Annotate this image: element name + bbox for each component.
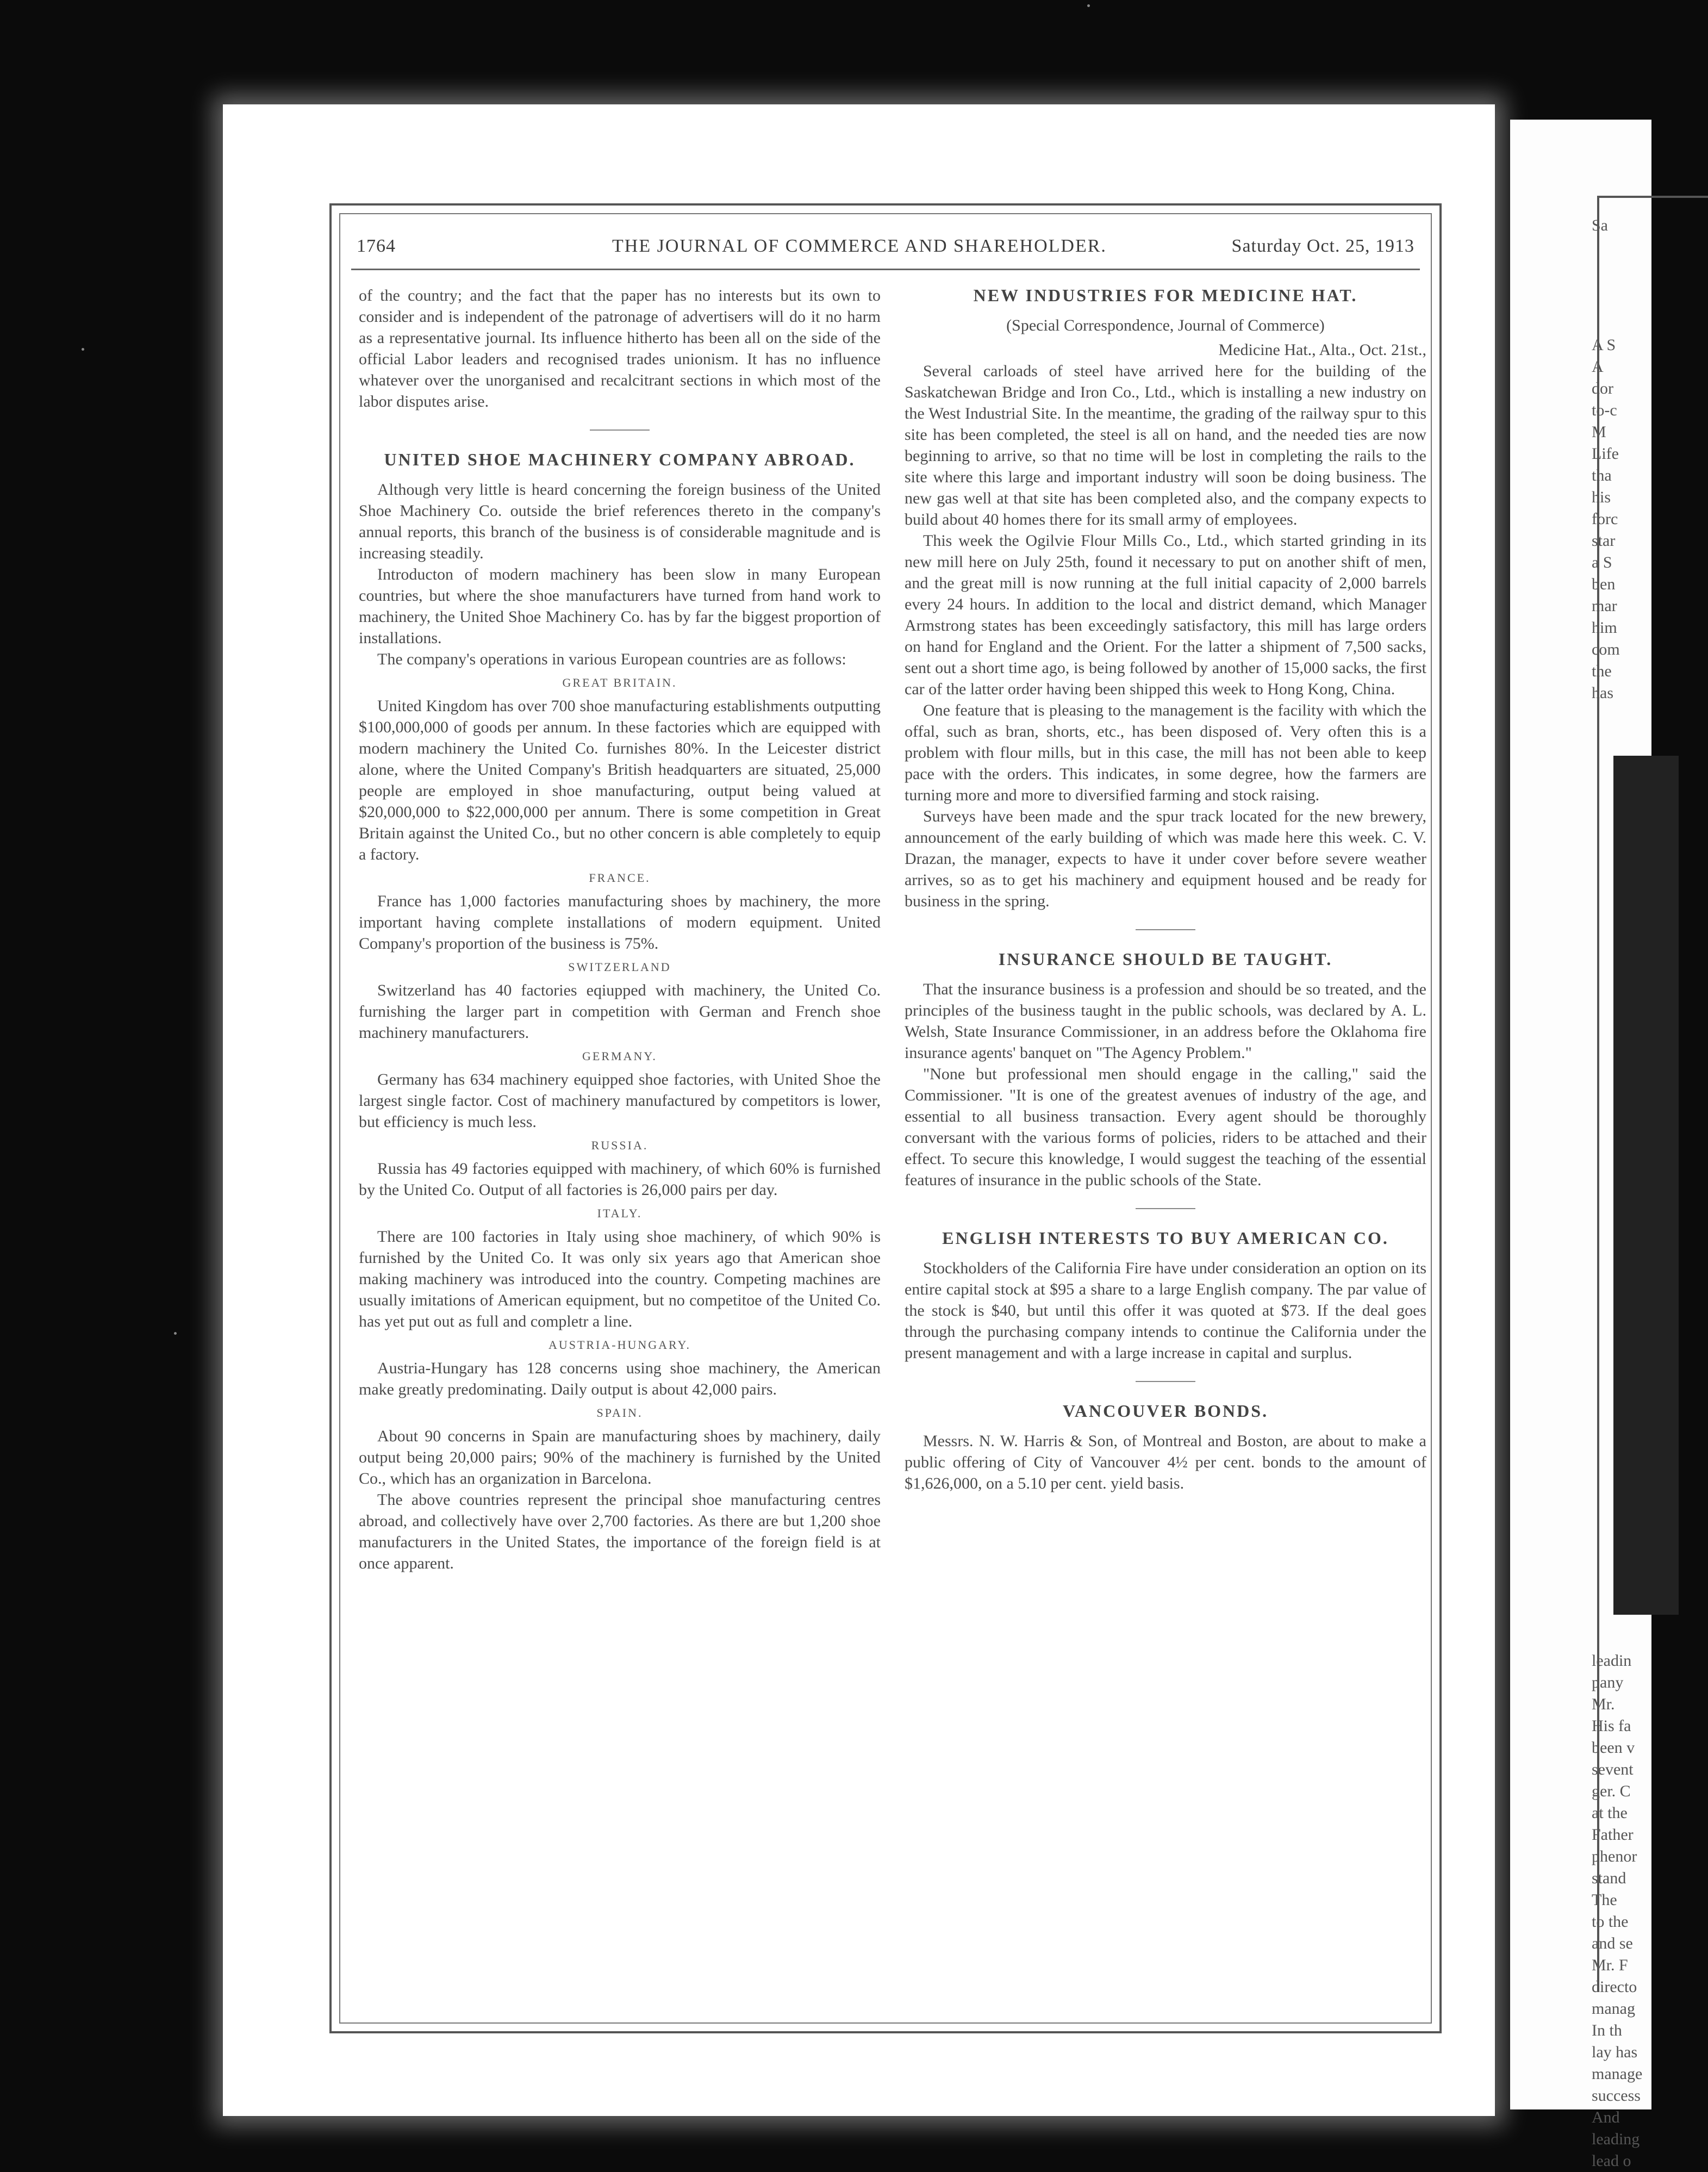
adjacent-page-text-fragment: success [1592,2087,1641,2105]
adjacent-page-text-fragment: tha [1592,466,1612,484]
section-text: Switzerland has 40 factories eqiupped with machinery, the United Co. furnishing the larger part in competition with German and French shoe machinery manufacturers. [359,981,881,1042]
article-paragraph: The company's operations in various European countries are as follows: [377,650,846,668]
adjacent-page-text-fragment: Sa [1592,216,1608,234]
page-header [357,236,1414,269]
article-closing: The above countries represent the principal shoe manufacturing centres abroad, and collectively have over 2,700 factories. As there are but 1,200 shoe manufacturers in the United States, the importance of the foreign field is at once apparent. [359,1491,881,1572]
adjacent-page-text-fragment: lead o [1592,2152,1631,2170]
vancouver-headline: VANCOUVER BONDS. [1062,1401,1269,1421]
adjacent-page-text-fragment: In th [1592,2021,1622,2039]
adjacent-page-text-fragment: directo [1592,1978,1637,1996]
adjacent-page-text-fragment: a S [1592,553,1612,571]
adjacent-page-text-fragment: leading [1592,2130,1640,2148]
article-headline: UNITED SHOE MACHINERY COMPANY ABROAD. [384,450,856,469]
adjacent-page-text-fragment: And [1592,2108,1620,2126]
adjacent-page-photo [1613,756,1679,1615]
adjacent-page-text-fragment: Life [1592,445,1619,463]
dateline: Medicine Hat., Alta., Oct. 21st., [1218,341,1426,359]
adjacent-page-text-fragment: A S [1592,336,1616,354]
adjacent-page-edge [1510,120,1651,2170]
adjacent-page-text-fragment: Father [1592,1826,1634,1844]
adjacent-page-text-fragment: phenor [1592,1847,1637,1865]
adjacent-page-text-fragment: sevent [1592,1760,1634,1778]
adjacent-page-text-fragment: and se [1592,1934,1633,1952]
adjacent-page-text-fragment: to-c [1592,401,1617,419]
issue-date: Saturday Oct. 25, 1913 [1231,236,1414,256]
adjacent-page-text-fragment: mar [1592,597,1617,615]
section-heading-italy: ITALY. [597,1206,643,1220]
adjacent-page-text-fragment: to the [1592,1913,1629,1931]
adjacent-page-text-fragment: manag [1592,2000,1635,2018]
adjacent-page-text-fragment: him [1592,619,1617,637]
adjacent-page-text-fragment: the [1592,662,1612,680]
adjacent-page-text-fragment: manage [1592,2065,1643,2083]
medicine-hat-headline: NEW INDUSTRIES FOR MEDICINE HAT. [973,285,1358,305]
adjacent-page-text-fragment: lay has [1592,2043,1638,2061]
section-heading-great-britain: GREAT BRITAIN. [562,676,677,689]
english-interests-headline: ENGLISH INTERESTS TO BUY AMERICAN CO. [942,1228,1389,1248]
scan-speck [1087,4,1090,7]
article-paragraph: Several carloads of steel have arrived here for the building of the Saskatchewan Bridge and Iron Co., Ltd., which is installing a new industry on the West Industrial Site. In the meantime, the grading of the railway spur to this site has been completed, the steel is all on hand, and the needed ties are now beginning to arrive, so that no time will be lost in completing the rails to the site where this large and important industry will soon be doing business. The new gas well at that site has been completed also, and the company expects to build about 40 homes there for its small army of employees. [905,362,1426,528]
section-text: Germany has 634 machinery equipped shoe factories, with United Shoe the largest single factor. Cost of machinery manufactured by competitors is lower, but efficiency is much less. [359,1071,881,1131]
article-paragraph: Stockholders of the California Fire have under consideration an option on its entire capital stock at $95 a share to a large English company. The par value of the stock is $40, but until this offer it was quoted at $73. If the deal goes through the purchasing company intends to continue the California under the present management and with a large increase in capital and surplus. [905,1259,1426,1362]
insurance-headline: INSURANCE SHOULD BE TAUGHT. [998,949,1333,969]
right-column [905,285,1426,1494]
scan-speck [174,1332,177,1335]
page-inner-border [339,213,1432,2024]
section-heading-russia: RUSSIA. [591,1138,649,1152]
continued-paragraph: of the country; and the fact that the paper has no interests but its own to consider and is independent of the patronage of advertisers will do it no harm as a representative journal. Its influence hitherto has been all on the side of the official Labor leaders and recognised trades unionism. It has no influence whatever over the unorganised and recalcitrant sections in which most of the labor disputes arise. [359,287,881,410]
separator-rule [590,430,650,431]
adjacent-page-text-fragment: dor [1592,379,1613,397]
section-text: There are 100 factories in Italy using shoe machinery, of which 90% is furnished by the United Co. It was only six years ago that American shoe making machinery was introduced into the country. Competing machines are usually imitations of American equipment, but no competitoe of the United Co. has yet put out as full and completr a line. [359,1228,881,1330]
header-rule [351,269,1420,270]
adjacent-page-text-fragment: forc [1592,510,1618,528]
left-column [359,285,881,1574]
adjacent-page-text-fragment: at the [1592,1804,1628,1822]
adjacent-page-text-fragment: stand [1592,1869,1626,1887]
adjacent-page-text-fragment: Mr. [1592,1695,1615,1713]
separator-rule [1136,1381,1195,1382]
section-text: United Kingdom has over 700 shoe manufacturing establishments outputting $100,000,000 of goods per annum. In these factories which are equipped with modern machinery the United Co. furnishes 80%. In the Leicester district alone, where the United Company's British headquarters are situated, 25,000 people are employed in shoe manufacturing, output being valued at $20,000,000 to $22,000,000 per annum. There is some competition in Great Britain against the United Co., but no other concern is able completely to equip a factory. [359,697,881,863]
article-paragraph: That the insurance business is a profession and should be so treated, and the principles of the business taught in the public schools, was declared by A. L. Welsh, State Insurance Commissioner, in an address before the Oklahoma fire insurance agents' banquet on "The Agency Problem." [905,980,1426,1062]
adjacent-page-header-fragment [1592,215,1657,237]
section-text: About 90 concerns in Spain are manufacturing shoes by machinery, daily output being 20,000 pairs; 90% of the machinery is furnished by the United Co., which has an organization in Barcelona. [359,1427,881,1488]
adjacent-page-text-fragment: ger. C [1592,1782,1631,1800]
adjacent-page-text-fragment: leadin [1592,1652,1632,1670]
article-paragraph: This week the Ogilvie Flour Mills Co., Ltd., which started grinding in its new mill here on July 25th, found it necessary to put on another shift of men, and the great mill is now running at the full initial capacity of 2,000 barrels every 24 hours. In addition to the local and district demand, which Manager Armstrong states has been exceedingly satisfactory, this mill has large orders on hand for England and the Orient. For the latter a shipment of 7,500 sacks, sent out a short time ago, is being followed by another of 15,000 sacks, the first car of the latter order having been shipped this week to Hong Kong, China. [905,532,1426,698]
adjacent-page-text-fragment: pany [1592,1673,1624,1691]
section-text: France has 1,000 factories manufacturing shoes by machinery, the more important having complete installations of modern equipment. United Company's proportion of the business is 75%. [359,892,881,953]
section-heading-switzerland: SWITZERLAND [568,960,671,974]
page-border [329,203,1442,2033]
separator-rule [1136,1208,1195,1209]
section-heading-france: FRANCE. [589,871,651,885]
adjacent-page-text-fragment: ben [1592,575,1616,593]
section-heading-germany: GERMANY. [582,1049,657,1063]
masthead-title: THE JOURNAL OF COMMERCE AND SHAREHOLDER. [612,236,1107,256]
adjacent-page-text-fragment: Mr. F [1592,1956,1628,1974]
adjacent-page-text-fragment: His fa [1592,1717,1631,1735]
adjacent-page-text-fragment: A [1592,358,1604,376]
adjacent-page-text-fragment: com [1592,640,1620,658]
adjacent-page-text-upper [1592,334,1657,704]
adjacent-page-text-fragment: has [1592,684,1613,702]
article-paragraph: Although very little is heard concerning the foreign business of the United Shoe Machinery Co. outside the brief references thereto in the company's annual reports, this branch of the business is of considerable magnitude and is increasing steadily. [359,481,881,562]
section-text: Russia has 49 factories equipped with machinery, of which 60% is furnished by the United Co. Output of all factories is 26,000 pairs per day. [359,1160,881,1199]
article-paragraph: Introducton of modern machinery has been slow in many European countries, but where the shoe manufacturers have turned from hand work to machinery, the United Shoe Machinery Co. has by far the biggest proportion of installations. [359,565,881,647]
article-paragraph: One feature that is pleasing to the management is the facility with which the offal, such as bran, shorts, etc., has been disposed of. Very often this is a problem with flour mills, but in this case, the mill has not been able to keep pace with the orders. This indicates, in some degree, how the farmers are turning more and more to diversified farming and stock raising. [905,701,1426,804]
article-paragraph: "None but professional men should engage in the calling," said the Commissioner. "It is one of the greatest avenues of industry of the age, and essential to all business transaction. Every agent should be thoroughly conversant with the various forms of policies, riders to be attached and their effect. To secure this knowledge, I would suggest the teaching of the essential features of insurance in the public schools of the State. [905,1065,1426,1189]
article-paragraph: Surveys have been made and the spur track located for the new brewery, announcement of the early building of which was made here this week. C. V. Drazan, the manager, expects to have it under cover before severe weather arrives, so as to get his machinery and equipment housed and be ready for business in the spring. [905,807,1426,910]
section-heading-spain: SPAIN. [596,1406,643,1420]
adjacent-page-text-fragment: M [1592,423,1606,441]
adjacent-page-text-fragment: The [1592,1891,1617,1909]
page-number: 1764 [357,236,396,256]
correspondence-subhead: (Special Correspondence, Journal of Commerce) [1006,316,1325,334]
scan-speck [82,348,84,351]
adjacent-page-text-fragment: star [1592,532,1616,550]
separator-rule [1136,929,1195,930]
adjacent-page-text-lower [1592,1650,1657,2172]
section-text: Austria-Hungary has 128 concerns using shoe machinery, the American make greatly predominating. Daily output is about 42,000 pairs. [359,1359,881,1398]
newspaper-page [223,104,1495,2116]
adjacent-page-text-fragment: his [1592,488,1611,506]
section-heading-austria-hungary: AUSTRIA-HUNGARY. [548,1338,691,1352]
article-paragraph: Messrs. N. W. Harris & Son, of Montreal and Boston, are about to make a public offering of City of Vancouver 4½ per cent. bonds to the amount of $1,626,000, on a 5.10 per cent. yield basis. [905,1432,1426,1492]
adjacent-page-text-fragment: been v [1592,1739,1635,1757]
